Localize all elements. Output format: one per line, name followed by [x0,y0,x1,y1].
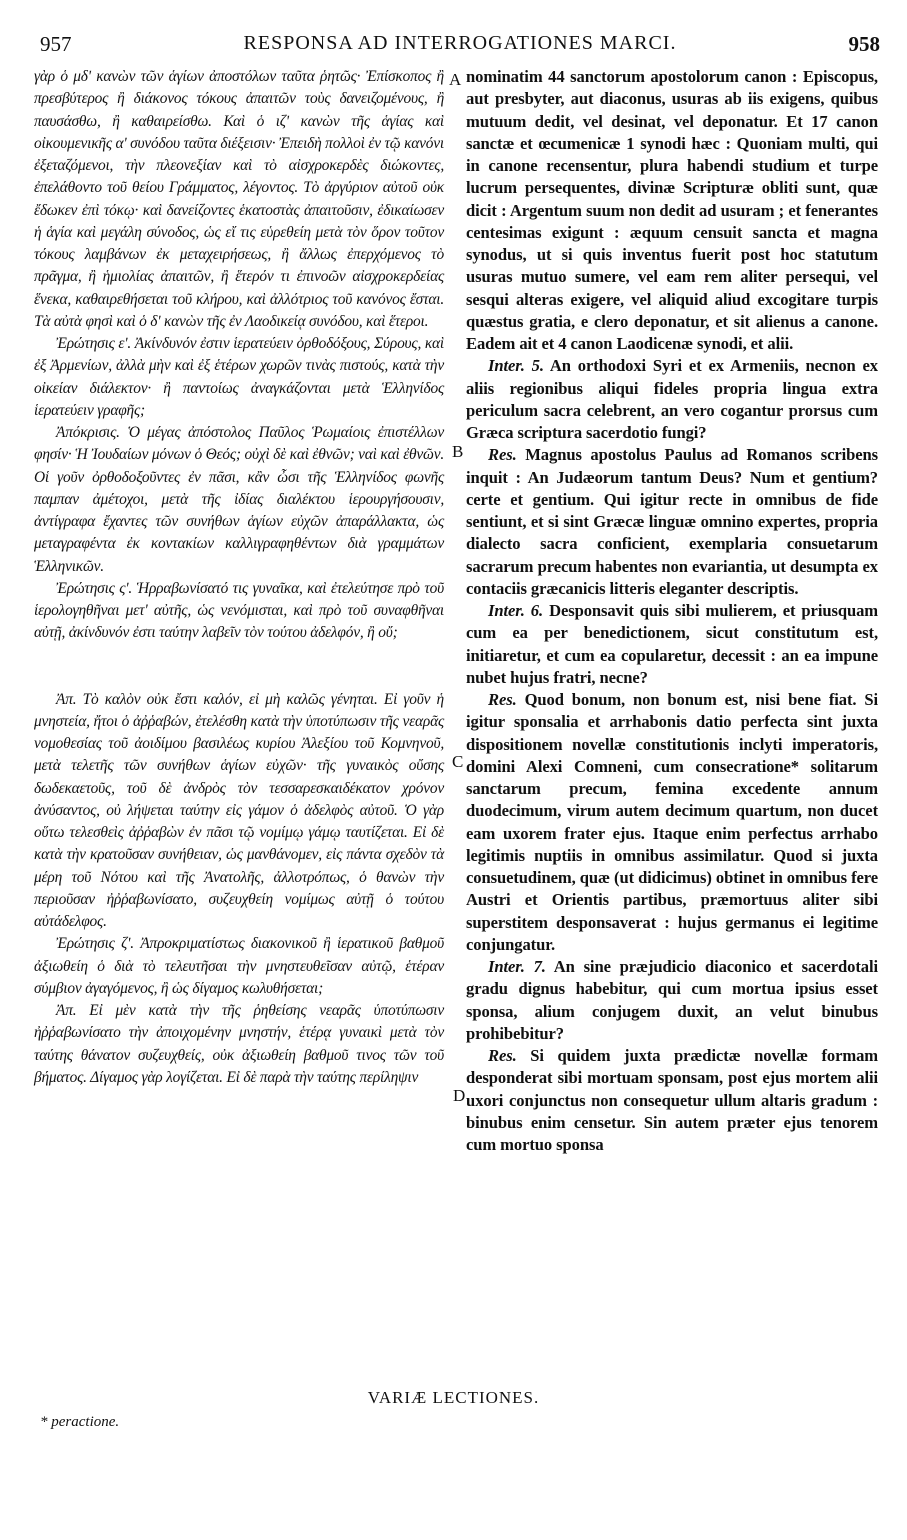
answer-label: Res. [488,445,517,465]
latin-question-6 [466,600,878,689]
latin-question-7 [466,956,878,1045]
question-text: Ἡρραβωνίσατό τις γυναῖκα, καὶ ἐτελεύτησε πρὸ τοῦ ἱερολογηθῆναι μετ' αὐτῆς, ὡς νενόμισται, καὶ πρὸ τοῦ συναφθῆναι αὐτῇ, ἀκίνδυνόν ἐστι ταύτην λαβεῖν τὸν τούτου ἀδελφόν, ἢ οὔ; [34,579,444,642]
question-label: Ἐρώτησις ζʹ. [56,935,134,953]
question-text: An orthodoxi Syri et ex Armeniis, necnon ex aliis regionibus aliqui fideles propria lingua extra periculum sacra celebrent, an vero cogantur prorsus cum Græca scriptura sacerdotio fungi? [466,356,879,442]
page-header [40,32,880,58]
right-page-number: 958 [848,32,880,56]
latin-answer-6 [466,689,878,956]
variae-lectiones-heading: VARIÆ LECTIONES. [367,1388,540,1407]
latin-paragraph: nominatim 44 sanctorum apostolorum canon : Episcopus, aut presbyter, aut diaconus, usuras ab iis exigens, quibus mutuum dedit, vel desinat, vel deponatur. Et 17 canon sanctæ et œcumenicæ 1 synodi hæc : Quoniam multi, qui in canone recensentur, plura habendi studium et turpe lucrum persequentes, divinæ Scripturæ obliti sunt, quæ dicit : Argentum suum non dedit ad usuram ; et fenerantes centesimas exigunt : æquum censuit sancta et magna synodus, ut si quis inventus fuerit post hoc statutum usuras mutuo sumere, vel eam rem aliter persequi, vel sesqui alteras exigere, vel aliquid aliud excogitare turpis quæstus gratia, e clero deponatur, et sit alienus a canone. Eadem ait et 4 canon Laodicenæ synodi, et alii. [466,67,878,353]
greek-question-7 [34,933,444,1000]
footnote: * peractione. [40,1414,120,1430]
question-text: Ἀπροκριματίστως διακονικοῦ ἢ ἱερατικοῦ βαθμοῦ ἀξιωθείη ὁ διὰ τὸ τελευτῆσαι τὴν μνηστευθεῖσαν αὐτῷ, ἑτέραν σύμβιον ἀγαγόμενος, ἢ ὡς δίγαμος κωλυθήσεται; [34,935,444,997]
greek-question-6 [34,578,444,645]
greek-column [34,66,444,1089]
margin-letter-b: B [452,442,464,461]
question-label: Ἐρώτησις εʹ. [56,335,132,352]
greek-answer-5 [34,422,444,578]
question-text: An sine præjudicio diaconico et sacerdotali gradu dignus habebitur, qui cum mortua ipsius esset sponsa, alium conjugem duxit, an velut binubus prohibebitur? [466,957,879,1043]
answer-label: Ἀπόκρισις. [56,424,120,441]
question-text: Desponsavit quis sibi mulierem, et priusquam cum ea per benedictionem, sicut constitutum est, initiaretur, et cum ea copularetur, decessit : an ea impune nubet hujus fratri, necne? [466,601,879,687]
greek-answer-6: Ἀπ. Τὸ καλὸν οὐκ ἔστι καλόν, εἰ μὴ καλῶς γένηται. Εἰ γοῦν ἡ μνηστεία, ἤτοι ὁ ἀῤῥαβών, ἐτελέσθη κατὰ τὴν ὑποτύπωσιν τῆς νεαρᾶς νομοθεσίας τοῦ ἀοιδίμου βασιλέως κυρίου Ἀλεξίου τοῦ Κομνηνοῦ, μετὰ τελετῆς τῶν συνήθων ἁγίων εὐχῶν· τῆς γυναικὸς οὔσης δωδεκαετοῦς, τοῦ δὲ ἀνδρὸς τὸν τεσσαρεσκαιδέκατον χρόνον ἀνύσαντος, οὐ λήψεται ταύτην εἰς γάμον ὁ ἀδελφὸς αὐτοῦ. Ὁ γὰρ οὕτω τελεσθεὶς ἀῤῥαβὼν ἐν πᾶσι τῷ νομίμῳ γάμῳ ταυτίζεται. Εἰ δὲ κατὰ τὴν κρατοῦσαν συνήθειαν, ὡς μανθάνομεν, εἰς πάντα σχεδὸν τὰ μέρη τοῦ Νότου καὶ τῆς Ἀνατολῆς, ἀλλοτρόπως, ὁ θανὼν τὴν περιοῦσαν ἠῤῥαβωνίσατο, συζευχθείη νομίμως αὐτῇ ὁ τούτου αὐτάδελφος. [34,690,444,930]
answer-text: Ὁ μέγας ἀπόστολος Παῦλος Ῥωμαίοις ἐπιστέλλων φησίν· Ἡ Ἰουδαίων μόνων ὁ Θεός; οὐχὶ δὲ καὶ ἐθνῶν; ναὶ καὶ ἐθνῶν. Οἱ γοῦν ὀρθοδοξοῦντες ἐν πᾶσι, κἂν ὦσι τῆς Ἑλληνίδος φωνῆς παμπαν ἀμέτοχοι, μετὰ τῆς ἰδίας διαλέκτου ἱερουργήσουσιν, ἀντίγραφα ἔχαντες τῶν συνήθων ἁγίων εὐχῶν ἀπαράλλακτα, ὡς μεταγραφέντα ἐκ κοντακίων καλλιγραφηθέντων διὰ γραμμάτων Ἑλληνικῶν. [34,424,444,575]
answer-text: Magnus apostolus Paulus ad Romanos scribens inquit : An Judæorum tantum Deus? Num et gentium? certe et gentium. Qui igitur recte in omnibus de fide sentiunt, et si sint Græcæ linguæ omnino expertes, propria dialecto sacra conficient, exemplaria consuetarum sacrarum precum habentes non evariantia, ut desumpta ex contaciis græcanicis litteris eleganter descriptis. [466,445,878,598]
column-gap [34,645,444,689]
answer-text: Quod bonum, non bonum est, nisi bene fiat. Si igitur sponsalia et arrhabonis datio perfecta sint juxta dispositionem novellæ constitutionis inclyti imperatoris, domini Alexi Comneni, cum consecratione* solitarum sanctarum precum, femina excedente annum duodecimum, virum autem decimum quartum, non ducet eam uxorem frater ejus. Itaque enim perfectus arrhabo legitimis nuptiis in omnibus assimilatur. Quod si juxta consuetudinem, quæ (ut didicimus) obtinet in omnibus fere Austri et Orientis partibus, præmortuus aliter sibi superstitem desponsaverat : hujus germanus ei legitime conjungatur. [466,690,878,954]
latin-question-5 [466,355,878,444]
latin-column [466,66,878,1156]
latin-answer-5 [466,444,878,600]
question-label: Inter. 7. [488,957,546,976]
question-text: Ἀκίνδυνόν ἐστιν ἱερατεύειν ὀρθοδόξους, Σύρους, καὶ ἐξ Ἀρμενίων, ἀλλὰ μὴν καὶ ἐξ ἑτέρων χωρῶν τινὰς πιστούς, κατὰ τὴν οἰκείαν διάλεκτον· ἢ παντοίως ἀναγκάζονται μετὰ Ἑλληνίδος ἱερατεύειν γραφῆς; [34,335,444,419]
margin-letter-c: C [452,752,464,771]
greek-question-5 [34,333,444,422]
question-label: Ἐρώτησις ςʹ. [56,579,132,597]
question-label: Inter. 6. [488,601,544,620]
margin-letter-a: A [449,70,462,89]
question-label: Inter. 5. [488,356,544,376]
greek-answer-7: Ἀπ. Εἰ μὲν κατὰ τὴν τῆς ῥηθείσης νεαρᾶς ὑποτύπωσιν ἠῤῥαβωνίσατο τὴν ἀποιχομένην μνηστήν, ἑτέρᾳ γυναικὶ μετὰ τὸν ταύτης θάνατον συζευχθείς, οὐκ ἀξιωθείη βαθμοῦ τινος τῶν τοῦ βήματος. Δίγαμος γὰρ λογίζεται. Εἰ δὲ παρὰ τὴν ταύτης περίληψιν [34,1002,444,1086]
answer-label: Res. [488,690,517,709]
answer-text: Si quidem juxta prædictæ novellæ formam desponderat sibi mortuam sponsam, post ejus mortem alii uxori conjunctus non consequetur ullum altaris gradum : binubus enim censetur. Sin autem præter ejus tenorem cum mortuo sponsa [466,1046,878,1154]
greek-paragraph: γὰρ ὁ μδʹ κανὼν τῶν ἁγίων ἀποστόλων ταῦτα ῥητῶς· Ἐπίσκοπος ἢ πρεσβύτερος ἢ διάκονος τόκους ἀπαιτῶν τοὺς δανειζομένους, ἢ παυσάσθω, ἢ καθαιρείσθω. Καὶ ὁ ιζʹ κανὼν τῆς ἁγίας καὶ οἰκουμενικῆς αʹ συνόδου ταῦτα διέξεισιν· Ἐπειδὴ πολλοὶ ἐν τῷ κανόνι ἐξεταζόμενοι, τὴν πλεονεξίαν καὶ τὸ αἰσχροκερδὲς διώκοντες, ἐπελάθοντο τοῦ θείου Γράμματος, λέγοντος. Τὸ ἀργύριον αὐτοῦ οὐκ ἔδωκεν ἐπὶ τόκῳ· καὶ δανείζοντες ἑκατοστὰς ἀπαιτοῦσιν, ἐδικαίωσεν ἡ ἁγία καὶ μεγάλη σύνοδος, ὡς εἴ τις εὑρεθείη μετὰ τὸν ὅρον τοῦτον τόκους λαμβάνων ἐκ μεταχειρήσεως, ἢ ἄλλως ἐπερχόμενος τὸ πρᾶγμα, ἢ ἡμιολίας ἀπαιτῶν, ἢ ἕτερόν τι ἐπινοῶν αἰσχροκερδείας ἕνεκα, καθαιρεθήσεται τοῦ κλήρου, καὶ ἀλλότριος τοῦ κανόνος ἔσται. Τὰ αὐτὰ φησὶ καὶ ὁ δʹ κανὼν τῆς ἐν Λαοδικείᾳ συνόδου, καὶ ἕτεροι. [34,68,445,330]
margin-letter-d: D [453,1086,466,1105]
running-title: RESPONSA AD INTERROGATIONES MARCI. [243,32,677,54]
latin-answer-7 [466,1045,878,1156]
left-page-number: 957 [40,32,72,56]
answer-label: Res. [488,1046,517,1065]
